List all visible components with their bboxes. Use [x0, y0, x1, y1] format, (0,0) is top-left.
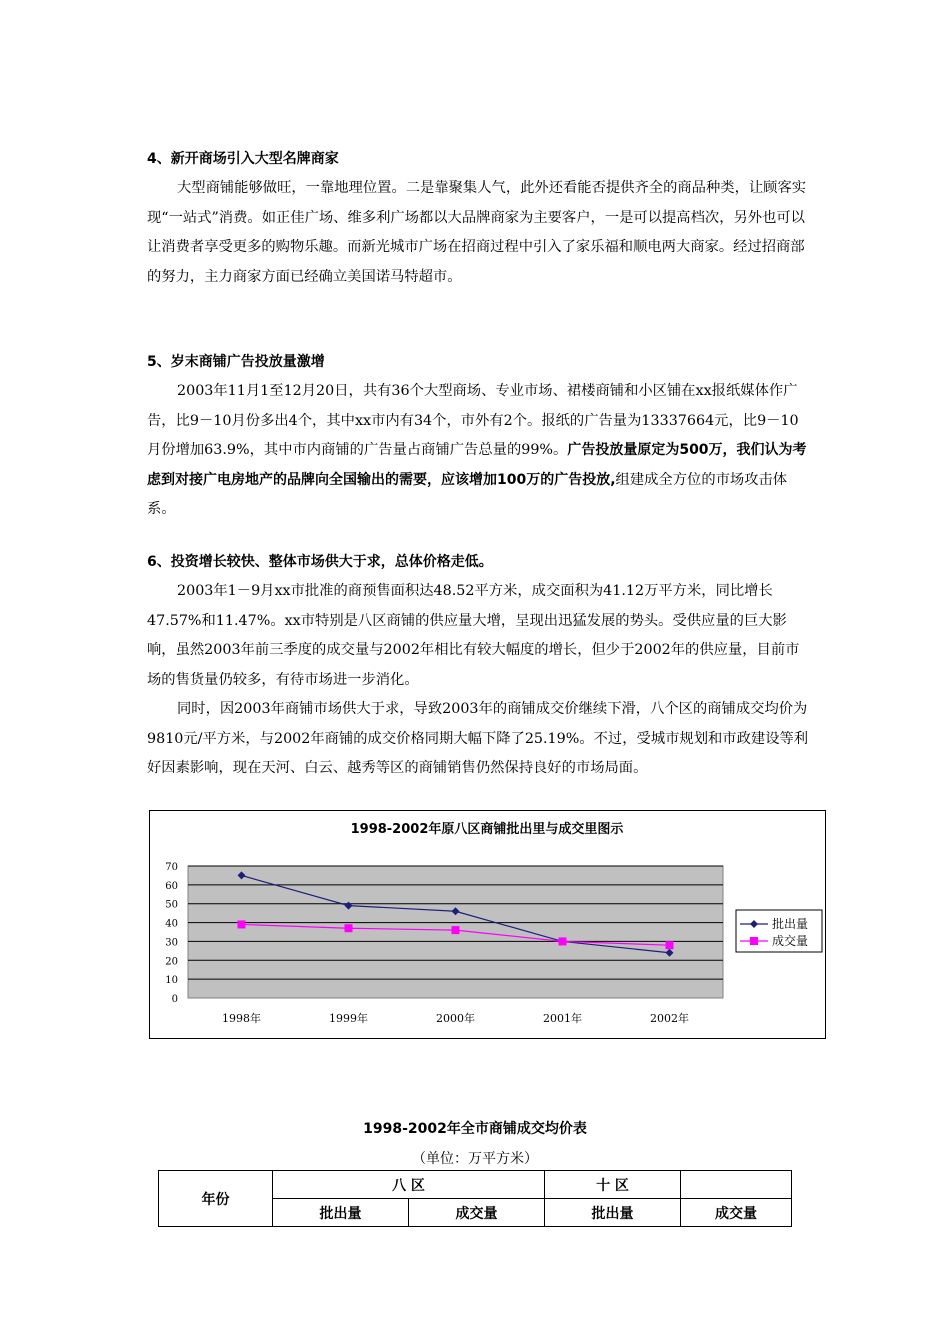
section-paragraph: 同时，因2003年商铺市场供大于求，导致2003年的商铺成交价继续下滑，八个区的商铺成交均价为9810元/平方米，与2002年商铺的成交价格同期大幅下降了25.19%。不过，受城市规划和市政建设等利好因素影响，现在天河、白云、越秀等区的商铺销售仍然保持良好的市场局面。	[147, 701, 809, 776]
data-point	[238, 920, 246, 928]
y-tick-label: 50	[165, 899, 178, 911]
x-tick-label: 2001年	[543, 1012, 582, 1025]
chart-title: 1998-2002年原八区商铺批出里与成交里图示	[350, 822, 624, 837]
data-point	[666, 941, 674, 949]
y-tick-label: 40	[165, 918, 178, 930]
x-tick-label: 1999年	[329, 1012, 368, 1025]
header-col: 成交量	[409, 1199, 545, 1227]
y-tick-label: 0	[171, 994, 178, 1005]
section-4	[147, 148, 812, 292]
paragraph-text: 2003年11月1至12月20日，共有36个大型商场、专业市场、裙楼商铺和小区铺在xx报纸媒体作广告，比9－10月份多出4个，其中xx市内有34个，市外有2个。报纸的广告量为13337664元，比9－10月份增加63.9%，其中市内商铺的广告量占商铺广告总量的99%。	[147, 383, 799, 458]
paragraph-bold-text: 广告投放量原定为500万，我们认为考虑到对接广电房地产的品牌向全国输出的需要，应该增加100万的广告投放,	[147, 442, 807, 488]
section-heading: 5、岁末商铺广告投放量激增	[147, 354, 325, 370]
line-chart	[149, 810, 826, 1039]
section-heading: 6、投资增长较快、整体市场供大于求，总体价格走低。	[147, 554, 493, 570]
table-title: 1998-2002年全市商铺成交均价表	[363, 1121, 587, 1137]
x-tick-label: 2002年	[650, 1012, 689, 1025]
header-col: 批出量	[545, 1199, 681, 1227]
section-paragraph: 2003年1－9月xx市批准的商预售面积达48.52平方米，成交面积为41.12万平方米，同比增长47.57%和11.47%。xx市特别是八区商铺的供应量大增，呈现出迅猛发展的势头。受供应量的巨大影响，虽然2003年前三季度的成交量与2002年相比有较大幅度的增长，但少于2002年的供应量，目前市场的售货量仍较多，有待市场进一步消化。	[147, 583, 800, 688]
header-group-10: 十 区	[545, 1171, 681, 1199]
chart-svg	[150, 811, 825, 1038]
section-6	[147, 551, 812, 784]
legend-label: 批出量	[772, 917, 809, 931]
x-tick-label: 1998年	[222, 1012, 261, 1025]
header-year: 年份	[159, 1171, 273, 1227]
y-axis-ticks	[165, 862, 178, 1005]
x-tick-label: 2000年	[436, 1012, 475, 1025]
y-tick-label: 10	[165, 975, 178, 987]
header-empty	[681, 1171, 792, 1199]
data-point	[452, 926, 460, 934]
y-tick-label: 70	[165, 862, 178, 873]
header-col: 成交量	[681, 1199, 792, 1227]
section-heading: 4、新开商场引入大型名牌商家	[147, 151, 339, 167]
section-paragraph	[147, 377, 812, 525]
y-tick-label: 20	[165, 956, 178, 968]
data-point	[559, 937, 567, 945]
table-header-row	[159, 1171, 792, 1199]
x-axis-ticks	[222, 1011, 689, 1025]
section-5	[147, 351, 812, 525]
section-paragraph: 大型商铺能够做旺，一靠地理位置。二是靠聚集人气，此外还看能否提供齐全的商品种类，让顾客实现“一站式”消费。如正佳广场、维多利广场都以大品牌商家为主要客户，一是可以提高档次，另外也可以让消费者享受更多的购物乐趣。而新光城市广场在招商过程中引入了家乐福和顺电两大商家。经过招商部的努力，主力商家方面已经确立美国诺马特超市。	[147, 180, 807, 285]
legend-marker-square	[750, 937, 758, 945]
header-col: 批出量	[273, 1199, 409, 1227]
table-unit: （单位：万平方米）	[412, 1151, 538, 1167]
legend-label: 成交量	[772, 934, 809, 948]
paragraph-text: 组建成全方位的市场攻击体系。	[147, 471, 788, 517]
y-tick-label: 30	[165, 937, 178, 949]
y-tick-label: 60	[165, 880, 178, 892]
chart-legend	[736, 910, 822, 952]
price-table	[158, 1170, 792, 1227]
data-point	[345, 924, 353, 932]
header-group-8: 八 区	[273, 1171, 545, 1199]
